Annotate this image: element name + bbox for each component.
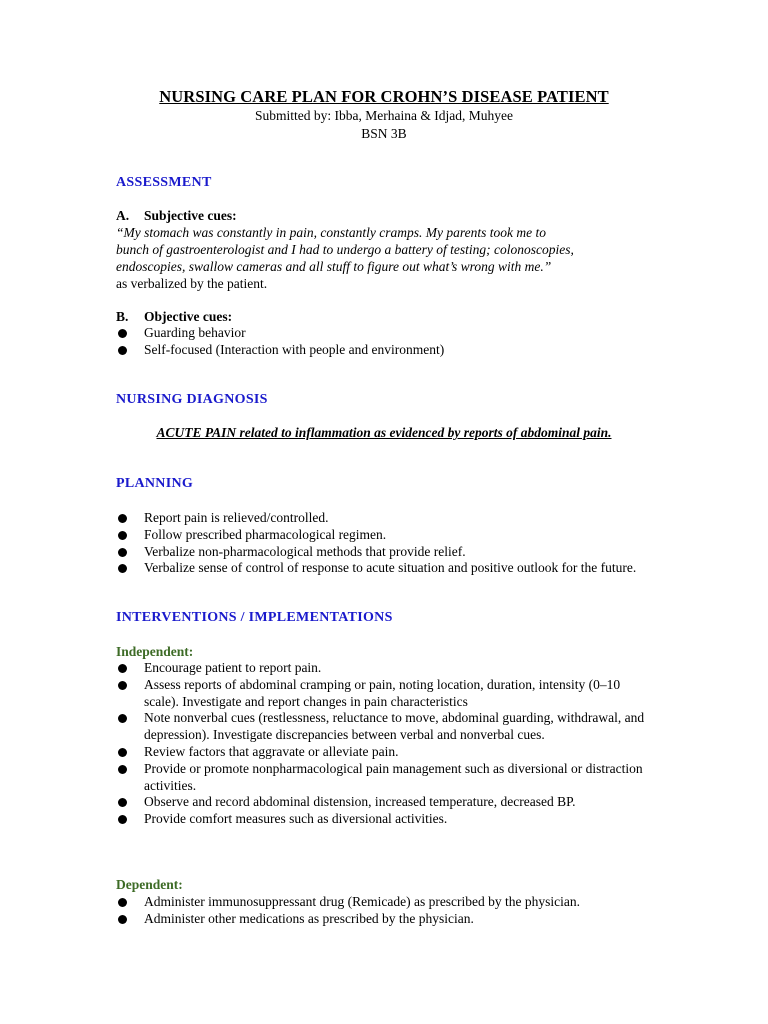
quote-line: “My stomach was constantly in pain, constantly cramps. My parents took me to <box>116 225 546 240</box>
bullet-icon <box>118 748 127 757</box>
planning-list <box>116 510 656 577</box>
bullet-icon <box>118 346 127 355</box>
list-item: Assess reports of abdominal cramping or pain, noting location, duration, intensity (0–10 scale). Investigate and report changes in pain characteristics <box>116 677 651 711</box>
quote-line: endoscopies, swallow cameras and all stuff to figure out what’s wrong with me.” <box>116 259 552 274</box>
independent-label: Independent: <box>116 644 194 659</box>
bullet-icon <box>118 514 127 523</box>
bullet-icon <box>118 915 127 924</box>
planning-heading: PLANNING <box>116 476 194 491</box>
list-item: Follow prescribed pharmacological regimen. <box>116 527 656 544</box>
bullet-icon <box>118 815 127 824</box>
assessment-heading: ASSESSMENT <box>116 175 212 190</box>
subjective-quote <box>116 224 656 275</box>
list-item: Verbalize sense of control of response to acute situation and positive outlook for the future. <box>116 560 644 577</box>
list-item: Provide comfort measures such as diversional activities. <box>116 811 651 828</box>
list-item: Administer immunosuppressant drug (Remicade) as prescribed by the physician. <box>116 894 656 911</box>
bullet-icon <box>118 798 127 807</box>
interventions-heading: INTERVENTIONS / IMPLEMENTATIONS <box>116 610 393 625</box>
nursing-diagnosis-heading: NURSING DIAGNOSIS <box>116 392 268 407</box>
bullet-icon <box>118 681 127 690</box>
quote-attribution: as verbalized by the patient. <box>116 276 268 291</box>
bullet-icon <box>118 548 127 557</box>
list-item: Self-focused (Interaction with people and environment) <box>116 342 656 359</box>
list-item: Verbalize non-pharmacological methods that provide relief. <box>116 544 656 561</box>
bullet-icon <box>118 714 127 723</box>
objective-cues-list <box>116 325 656 359</box>
page-title: NURSING CARE PLAN FOR CROHN’S DISEASE PATIENT <box>159 87 609 106</box>
objective-cues-label <box>116 309 232 325</box>
dependent-list <box>116 894 656 928</box>
subjective-cues-label <box>116 208 237 224</box>
bullet-icon <box>118 898 127 907</box>
bullet-icon <box>118 329 127 338</box>
diagnosis-statement: ACUTE PAIN related to inflammation as evidenced by reports of abdominal pain. <box>156 425 612 440</box>
independent-list <box>116 660 651 828</box>
list-item: Provide or promote nonpharmacological pain management such as diversional or distraction activities. <box>116 761 651 795</box>
bullet-icon <box>118 765 127 774</box>
list-item: Observe and record abdominal distension, increased temperature, decreased BP. <box>116 794 651 811</box>
bullet-icon <box>118 664 127 673</box>
submitted-by: Submitted by: Ibba, Merhaina & Idjad, Muhyee <box>255 108 513 123</box>
list-item: Review factors that aggravate or alleviate pain. <box>116 744 651 761</box>
bullet-icon <box>118 564 127 573</box>
list-item: Note nonverbal cues (restlessness, reluctance to move, abdominal guarding, withdrawal, and depression). Investigate discrepancies between verbal and nonverbal cues. <box>116 710 651 744</box>
dependent-label: Dependent: <box>116 877 183 892</box>
bullet-icon <box>118 531 127 540</box>
objective-label: Objective cues: <box>144 309 233 324</box>
list-item: Encourage patient to report pain. <box>116 660 651 677</box>
class-section: BSN 3B <box>361 126 407 141</box>
objective-letter: B. <box>116 309 129 324</box>
list-item: Administer other medications as prescribed by the physician. <box>116 911 656 928</box>
list-item: Report pain is relieved/controlled. <box>116 510 656 527</box>
subjective-label: Subjective cues: <box>144 208 237 223</box>
quote-line: bunch of gastroenterologist and I had to undergo a battery of testing; colonoscopies, <box>116 242 574 257</box>
list-item: Guarding behavior <box>116 325 656 342</box>
subjective-letter: A. <box>116 208 130 223</box>
